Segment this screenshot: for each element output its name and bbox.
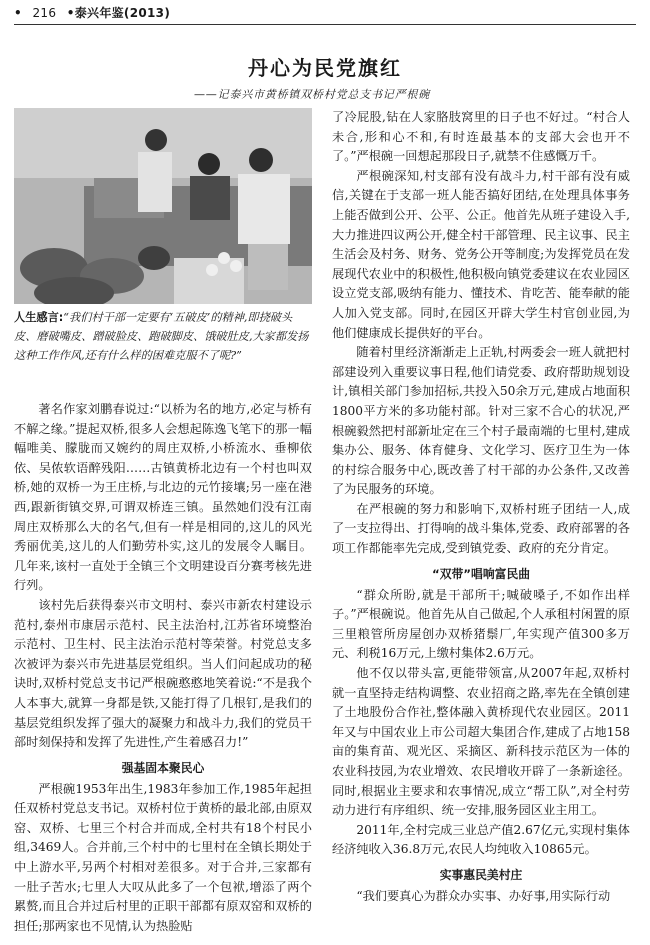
- article-subtitle: ——记泰兴市黄桥镇双桥村党总支书记严根碗: [194, 88, 430, 101]
- paragraph: 著名作家刘鹏春说过:“以桥为名的地方,必定与桥有不解之缘。”提起双桥,很多人会想起陈逸飞笔下的那一幅幅唯美、朦胧而又婉约的周庄双桥,小桥流水、垂柳依依、吴侬软语醉残阳……古镇黄桥北边有一个村也叫双桥,她的双桥一为王庄桥,与北边的元竹接壤;另一座在港西,跟新街镇交界,可谓双桥连三镇。虽然她们没有江南周庄双桥那么大的名气,但有一样是相同的,这儿的风光秀丽优美,这儿的人们勤劳朴实,这儿的发展令人瞩目。几年来,该村一直处于全镇三个文明建设百分赛考核先进行列。: [14, 402, 312, 593]
- photo-illustration: [14, 108, 312, 304]
- paragraph: 2011年,全村完成三业总产值2.67亿元,实现村集体经济纯收入36.8万元,农民人均纯收入10865元。: [332, 822, 630, 857]
- page-header: [14, 4, 170, 21]
- book-title: •泰兴年鉴(2013): [66, 6, 171, 20]
- left-column: [14, 400, 312, 936]
- paragraph: “我们要真心为群众办实事、办好事,用实际行动: [356, 888, 611, 903]
- article-photo: [14, 108, 312, 304]
- paragraph: 了冷屁股,钻在人家胳肢窝里的日子也不好过。“村合人未合,形和心不和,有时连最基本的支部大会也开不了。”严根碗一回想起那段日子,就禁不住感慨万千。: [332, 110, 630, 164]
- paragraph: 在严根碗的努力和影响下,双桥村班子团结一人,成了一支拉得出、打得响的战斗集体,党委、政府部署的各项工作都能率先完成,受到镇党委、政府的充分肯定。: [332, 501, 630, 556]
- photo-caption: [14, 308, 312, 365]
- paragraph: 他不仅以带头富,更能带领富,从2007年起,双桥村就一直坚持走结构调整、农业招商之路,率先在全镇创建了土地股份合作社,整体融入黄桥现代农业园区。2011年又与中国农业上市公司超大集团合作,建成了占地158亩的集育苗、观光区、采摘区、新科技示范区为一体的农业科技园,为农业增效、农民增收开辟了一条新途径。同时,根据业主要求和农事情况,成立“帮工队”,对全村劳动力进行有序组织、统一安排,服务园区业主用工。: [332, 666, 630, 818]
- right-column: [332, 108, 630, 907]
- header-bullet: •: [14, 6, 22, 20]
- paragraph: 严根碗深知,村支部有没有战斗力,村干部有没有威信,关键在于支部一班人能否搞好团结,在处理具体事务上能否做到公开、公平、公正。他首先从班子建设入手,大力推进四议两公开,健全村干部管理、民主议事、民主生活会及村务、财务、党务公开等制度;为发挥党员在发展现代农业中的积极性,他积极向镇党委建议在农业园区设立党支部,吸纳有能力、懂技术、肯吃苦、能奉献的能人加入党支部。同时,在园区开辟大学生村官创业园,为他们健康成长提供好的平台。: [332, 168, 630, 340]
- section-heading: 实事惠民美村庄: [439, 867, 523, 882]
- header-rule: [14, 24, 636, 25]
- paragraph: “群众所盼,就是干部所干;喊破嗓子,不如作出样子。”严根碗说。他首先从自己做起,个人承租村闲置的原三里粮管所房屋创办双桥猪鬃厂,年实现产值300多万元、利税16万元,上缴村集体2.6万元。: [332, 587, 630, 661]
- caption-label: 人生感言:: [14, 311, 64, 324]
- section-heading: “双带”唱响富民曲: [431, 566, 531, 581]
- paragraph: 严根碗1953年出生,1983年参加工作,1985年起担任双桥村党总支书记。双桥村位于黄桥的最北部,由原双窑、双桥、七里三个村合并而成,全村共有18个村民小组,3469人。合并前,三个村中的七里村在全镇长期处于中上游水平,另两个村相对差很多。对于合并,三家都有一肚子苦水;七里人大叹从此多了一个包袱,增添了两个累赘,而且合并过后村里的正职干部都有原双窑和双桥的担任;那两家也不见情,认为热脸贴: [14, 781, 312, 933]
- caption-text: “我们村干部一定要有‘五破皮’的精神,即挠破头皮、磨破嘴皮、蹭破脸皮、跑破脚皮、饿破肚皮,大家都发扬这种工作作风,还有什么样的困难克服不了呢?”: [14, 311, 309, 362]
- paragraph: 该村先后获得泰兴市文明村、泰兴市新农村建设示范村,泰州市康居示范村、民主法治村,江苏省环境整治示范村、卫生村、民主法治示范村等荣誉。村党总支多次被评为泰兴市先进基层党组织。当人们问起成功的秘诀时,双桥村党总支书记严根碗憨憨地笑着说:“不是我个人本事大,就算一身都是铁,又能打得了几根钉,是我们的基层党组织发挥了强大的凝聚力和战斗力,我们的党员干部时刻保持和发挥了先进性,产生着感召力!”: [14, 597, 312, 750]
- page-number: 216: [32, 6, 57, 20]
- paragraph: 随着村里经济渐渐走上正轨,村两委会一班人就把村部建设列入重要议事日程,他们请党委、政府帮助规划设计,镇相关部门参加招标,共投入50余万元,建成占地面积1800平方米的多功能村部。针对三家不合心的状况,严根碗毅然把村部新址定在三个村子最南端的七里村,建成集办公、服务、体育健身、文化学习、医疗卫生为一体的村综合服务中心,既改善了村干部的办公条件,又改善了为民服务的环境。: [332, 345, 630, 497]
- section-heading: 强基固本聚民心: [121, 760, 205, 775]
- article-title: 丹心为民党旗红: [248, 56, 402, 80]
